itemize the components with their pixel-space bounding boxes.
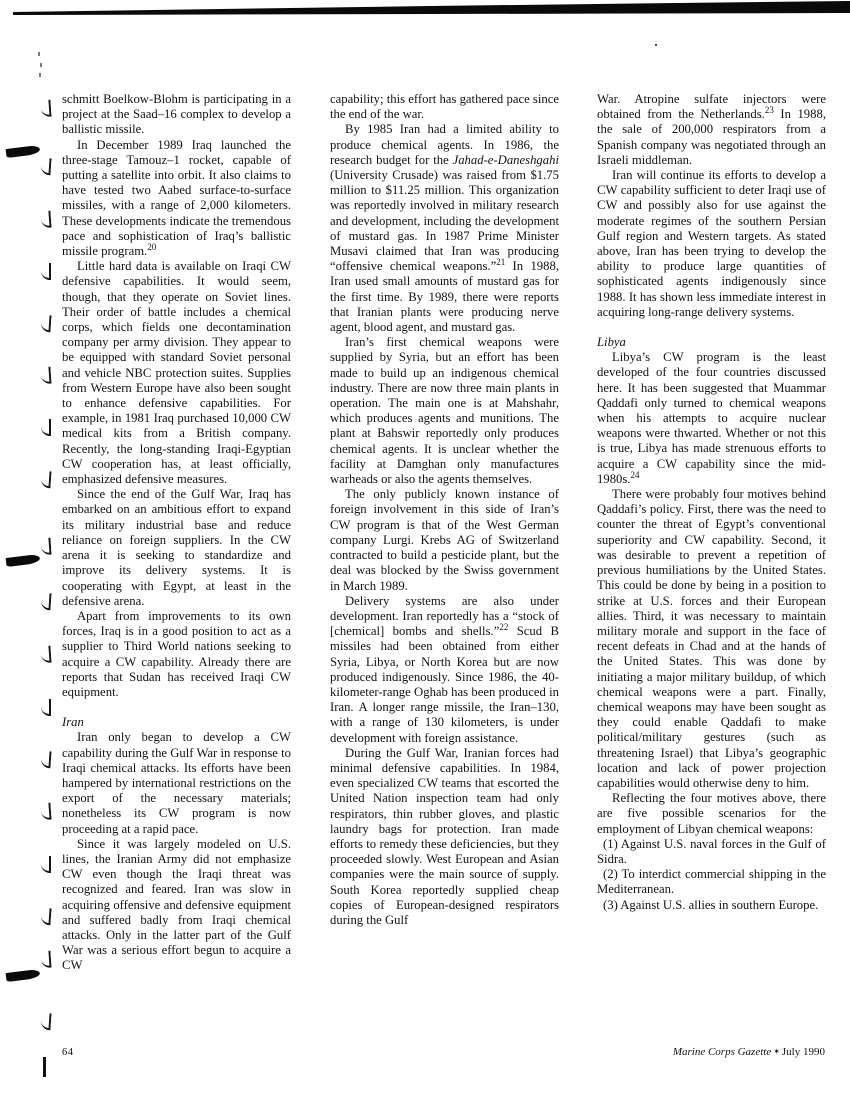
dust-speck — [40, 63, 42, 67]
section-heading — [597, 335, 826, 350]
paragraph — [330, 594, 559, 746]
binding-hook-mark — [40, 211, 51, 229]
scenario-list-item — [597, 837, 826, 867]
text-run: During the Gulf War, Iranian forces had minimal defensive capabilities. In 1984, even specialized CW teams that escorted the United Nation inspection team had only respirators, thin rubber gloves, and plastic laundry bags for protection. Iran made efforts to remedy these deficiencies, but they proceeded slowly. West European and Asian companies were the main source of supply. South Korea reportedly supplied cheap copies of European-designed respirators during the Gulf — [330, 745, 559, 927]
text-run: In 1988, Iran used small amounts of mustard gas for the first time. By 1989, there were reports that Iranian plants were producing nerve agent, blood agent, and mustard gas. — [330, 259, 559, 335]
text-run: By 1985 Iran had a limited ability to produce chemical agents. In 1986, the research budget for the — [330, 122, 559, 167]
text-run: Delivery systems are also under development. Iran reportedly has a “stock of [chemical] bombs and shells.” — [330, 593, 559, 639]
text-run: Iran only began to develop a CW capability during the Gulf War in response to Iraqi chemical attacks. Its efforts have been hampered by international restrictions on the export of the necessary materials; nonetheless its CW program is now proceeding at a rapid pace. — [62, 730, 291, 836]
page-number: 64 — [62, 1047, 74, 1058]
paragraph — [597, 791, 826, 837]
italic-term: Jahad-e-Daneshgahi — [452, 152, 559, 167]
paragraph — [62, 730, 291, 836]
text-run: capability; this effort has gathered pace since the end of the war. — [330, 92, 559, 122]
binding-hook-mark — [40, 471, 51, 489]
binding-hook-mark — [41, 419, 51, 436]
issue-date: July 1990 — [781, 1046, 825, 1058]
text-run: Reflecting the four motives above, there are five possible scenarios for the employment of Libyan chemical weapons: — [597, 791, 826, 836]
journal-title: Marine Corps Gazette — [672, 1046, 772, 1058]
dust-speck — [38, 52, 40, 56]
text-run: In December 1989 Iraq launched the three-stage Tamouz–1 rocket, capable of putting a satellite into orbit. It also claims to have tested two Aabed surface-to-surface missiles, with a range of 2,000 kilometers. These developments indicate the tremendous pace and sophistication of Iraq’s ballistic missile program. — [62, 137, 291, 259]
paragraph — [62, 92, 291, 138]
paragraph — [597, 350, 826, 487]
text-run: There were probably four motives behind Qaddafi’s policy. First, there was the need to counter the threat of Egypt’s conventional superiority and CW capability. Second, it was desirable to prevent a repetition of previous humiliations by the United States. This could be done by being in a position to strike at U.S. forces and their European allies. Third, it was necessary to maintain military morale and support in the face of recent defeats in Chad and at the hands of the United States. This was done by initiating a major military buildup, of which chemical weapons were a part. Finally, chemical weapons may have been sought as they could enable Qaddafi to make political/military gestures (such as threatening Israel) that Libya’s geographic location and lack of power projection capabilities would otherwise deny to him. — [597, 487, 826, 790]
binding-hook-mark — [41, 856, 51, 873]
paragraph — [62, 837, 291, 974]
text-run: (University Crusade) was raised from $1.75 million to $11.25 million. This organization was reportedly involved in military research and development, including the development of mustard gas. In 1987 Prime Minister Musavi claimed that Iran was producing “offensive chemical weapons.” — [330, 168, 559, 274]
binding-hook-mark — [40, 593, 51, 611]
footnote-reference: 23 — [764, 104, 774, 115]
binding-smudge-mark — [6, 554, 41, 567]
text-run: (2) To interdict commercial shipping in the Mediterranean. — [597, 867, 826, 897]
binding-hook-mark — [40, 100, 51, 118]
binding-hook-mark — [40, 803, 51, 821]
binding-hook-mark — [40, 751, 51, 769]
binding-smudge-mark — [6, 145, 41, 158]
text-run: Iran’s first chemical weapons were supplied by Syria, but an effort has been made to build up an indigenous chemical industry. There are now three main plants in operation. The main one is at Mahshahr, which produces agents and munitions. The plant at Bahswir reportedly only produces chemical agents. It is unclear whether the facility at Damghan only manufactures warheads or also the agents themselves. — [330, 335, 559, 487]
paragraph — [330, 335, 559, 487]
binding-hook-mark — [40, 158, 51, 176]
text-run: Iran — [62, 715, 84, 730]
footnote-reference: 21 — [496, 257, 506, 267]
text-run: Since the end of the Gulf War, Iraq has embarked on an ambitious effort to expand its military industrial base and reduce reliance on foreign suppliers. In the CW arena it is seeking to standardize and improve its delivery systems. It is cooperating with Egypt, at least in the defensive arena. — [62, 487, 291, 608]
text-run: Libya’s CW program is the least developed of the four countries discussed here. It has been suggested that Muammar Qaddafi only turned to chemical weapons when his attempts to acquire nuclear weapons were thwarted. Whether or not this is true, Libya has made strenuous efforts to acquire a CW capability since the mid-1980s. — [597, 350, 826, 486]
paragraph — [330, 92, 559, 122]
binding-hook-mark — [41, 263, 51, 280]
text-run: Since it was largely modeled on U.S. lines, the Iranian Army did not emphasize CW even though the Iraqi threat was recognized and feared. Iran was slow in acquiring offensive and defensive equipment and suffered badly from Iraqi chemical attacks. Only in the latter part of the Gulf War was a serious effort begun to acquire a CW — [62, 836, 291, 973]
text-run: In 1988, the sale of 200,000 respirators from a Spanish company was negotiated through an Israeli middleman. — [597, 107, 826, 167]
binding-hook-mark — [43, 1057, 46, 1077]
text-run: War. Atropine sulfate injectors were obtained from the Netherlands. — [597, 92, 826, 122]
paragraph — [62, 259, 291, 487]
paragraph — [62, 487, 291, 609]
section-heading — [62, 715, 291, 730]
scenario-list-item — [597, 867, 826, 897]
binding-hook-mark — [40, 538, 51, 556]
paragraph — [330, 746, 559, 928]
footnote-reference: 24 — [630, 469, 640, 480]
footnote-reference: 22 — [499, 621, 509, 632]
text-run: Little hard data is available on Iraqi CW defensive capabilities. It would seem, though, that they operate on Soviet lines. Their order of battle includes a chemical corps, which fields one decontamination company per army division. They appear to be equipped with standard Soviet personal and vehicle NBC protection suites. Supplies from Western Europe have also been sought to enhance defensive capabilities. For example, in 1981 Iraq purchased 10,000 CW medical kits from a British company. Recently, the long-standing Iraqi-Egyptian CW cooperation has, at least officially, emphasized defensive measures. — [62, 259, 291, 487]
scenario-list-item — [597, 898, 826, 913]
binding-hook-mark — [40, 908, 51, 926]
text-run: The only publicly known instance of foreign involvement in this side of Iran’s CW program is that of the West German company Lurgi. Krebs AG of Switzerland contracted to build a pesticide plant, but the deal was blocked by the Swiss government in March 1989. — [330, 487, 559, 593]
text-run: Scud B missiles had been obtained from either Syria, Libya, or North Korea but are now produced indigenously. Since 1986, the 40-kilometer-range Oghab has been produced in Iran. A longer range missile, the Iran–130, with a range of 130 kilometers, is under development with foreign assistance. — [330, 624, 559, 745]
binding-smudge-mark — [6, 969, 41, 982]
footnote-reference: 20 — [147, 241, 157, 252]
text-column-1 — [62, 92, 291, 1050]
paragraph — [62, 138, 291, 260]
paragraph — [597, 487, 826, 791]
paragraph — [597, 92, 826, 168]
paragraph — [597, 168, 826, 320]
text-column-3 — [597, 92, 826, 1050]
paragraph — [330, 122, 559, 335]
text-run: Libya — [597, 335, 626, 350]
binding-hook-mark — [40, 367, 51, 385]
scan-artifact-top-bar — [0, 0, 850, 22]
dust-speck — [655, 44, 657, 46]
binding-hook-mark — [40, 315, 51, 333]
paragraph — [330, 487, 559, 593]
star-icon: ✶ — [773, 1047, 780, 1056]
text-column-2 — [330, 92, 559, 1050]
text-run: schmitt Boelkow-Blohm is participating in a project at the Saad–16 complex to develop a ballistic missile. — [62, 92, 291, 137]
text-run: Apart from improvements to its own forces, Iraq is in a good position to act as a supplier to Third World nations seeking to acquire a CW capability. Already there are reports that Sudan has received Iraqi CW equipment. — [62, 608, 291, 699]
text-run: (1) Against U.S. naval forces in the Gulf of Sidra. — [597, 836, 826, 866]
paragraph — [62, 609, 291, 700]
binding-hook-mark — [40, 1013, 51, 1031]
journal-footer — [673, 1046, 825, 1058]
binding-hook-mark — [41, 699, 51, 716]
text-run: Iran will continue its efforts to develop a CW capability sufficient to deter Iraqi use of CW and possibly also for use against the moderate regimes of the southern Persian Gulf region and Western targets. As stated above, Iran has been trying to develop the ability to produce large quantities of sophisticated agents indigenously since 1988. It has shown less immediate interest in acquiring long-range delivery systems. — [597, 168, 826, 319]
binding-hook-mark — [40, 646, 51, 664]
dust-speck — [39, 73, 41, 77]
text-run: (3) Against U.S. allies in southern Europe. — [603, 897, 819, 912]
binding-hook-mark — [40, 951, 51, 969]
